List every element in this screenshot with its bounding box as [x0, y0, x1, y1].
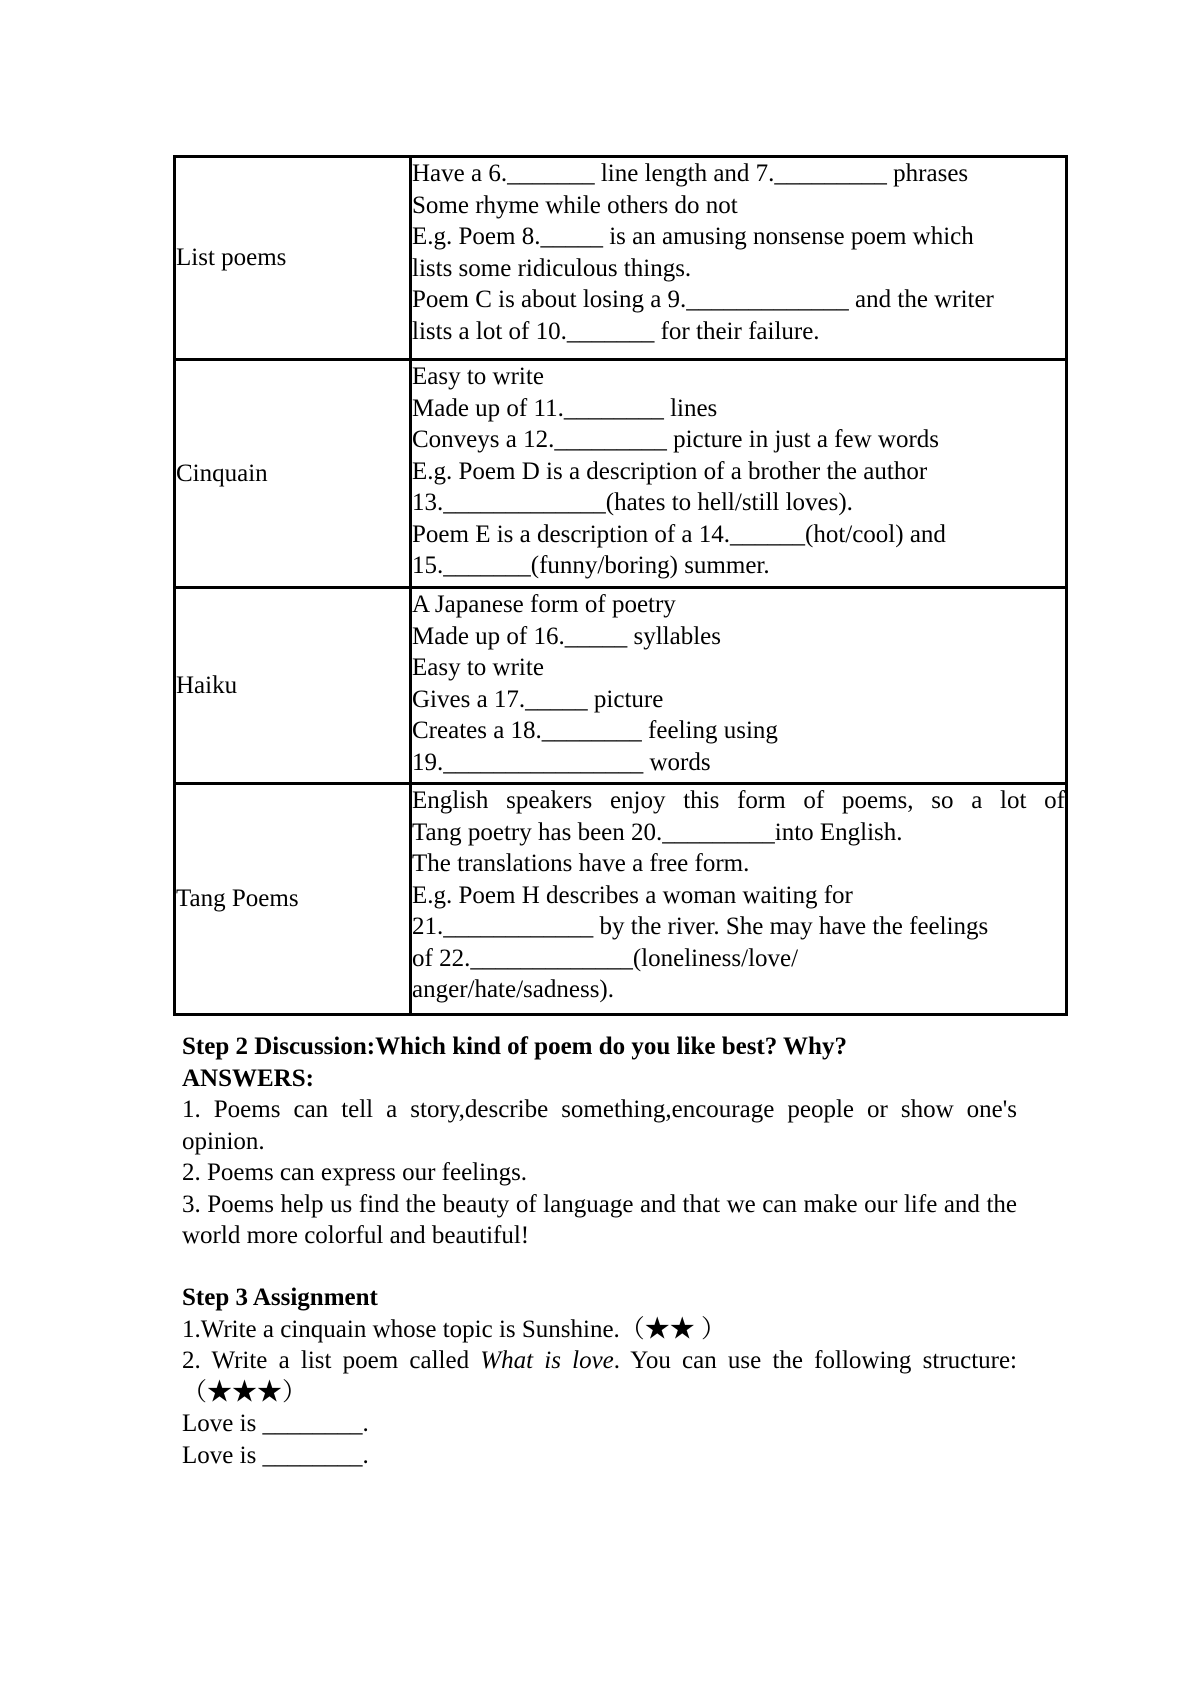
poem-type-description: [411, 157, 1067, 360]
step2-heading: Step 2 Discussion:Which kind of poem do you like best? Why?: [182, 1033, 847, 1060]
description-line: A Japanese form of poetry: [412, 591, 676, 618]
poem-type-label: Cinquain: [175, 360, 411, 588]
description-line: lists some ridiculous things.: [412, 254, 692, 282]
poem-types-table: [173, 155, 1068, 1016]
description-line: 15._______(funny/boring) summer.: [412, 552, 770, 579]
poem-type-description: [411, 360, 1067, 588]
table-row: [175, 784, 1067, 1015]
description-line: E.g. Poem H describes a woman waiting for: [412, 881, 853, 909]
description-line: Easy to write: [412, 363, 544, 390]
poem-title: What is love: [480, 1347, 614, 1374]
answer-item: 3. Poems help us find the beauty of language and that we can make our life and the world more colorful and beautiful!: [182, 1190, 1017, 1249]
description-line: lists a lot of 10._______ for their failure.: [412, 317, 820, 345]
answer-item: 2. Poems can express our feelings.: [182, 1159, 528, 1186]
table-row: [175, 360, 1067, 588]
description-line: 21.____________ by the river. She may have the feelings: [412, 913, 989, 940]
description-line: Tang poetry has been 20._________into English.: [412, 818, 903, 846]
love-line: Love is ________.: [182, 1410, 369, 1437]
assignment-text: . You can use the following structure:（★★★）: [182, 1347, 1018, 1406]
description-line: Conveys a 12._________ picture in just a few words: [412, 426, 940, 453]
step3-section: [182, 1282, 1017, 1471]
description-line: Made up of 16._____ syllables: [412, 622, 721, 650]
step3-heading: Step 3 Assignment: [182, 1284, 378, 1311]
description-line: Made up of 11.________ lines: [412, 394, 718, 422]
table-row: [175, 588, 1067, 784]
description-line: 19.________________ words: [412, 748, 711, 776]
table-row: [175, 157, 1067, 360]
poem-type-label: Tang Poems: [175, 784, 411, 1015]
answer-item: 1. Poems can tell a story,describe something,encourage people or show one's opinion.: [182, 1096, 1017, 1155]
description-line: E.g. Poem D is a description of a brother the author: [412, 457, 928, 485]
step2-section: [182, 1031, 1017, 1252]
love-line: Love is ________.: [182, 1441, 369, 1469]
description-line: English speakers enjoy this form of poems, so a lot of: [412, 787, 1065, 814]
description-line: The translations have a free form.: [412, 850, 750, 877]
description-line: E.g. Poem 8._____ is an amusing nonsense poem which: [412, 223, 974, 250]
poem-type-label: Haiku: [175, 588, 411, 784]
description-line: Have a 6._______ line length and 7._________ phrases: [412, 160, 969, 187]
description-line: Poem E is a description of a 14.______(hot/cool) and: [412, 520, 946, 548]
poem-type-label: List poems: [175, 157, 411, 360]
assignment-item: [182, 1345, 1017, 1408]
description-line: Some rhyme while others do not: [412, 191, 738, 219]
description-line: Gives a 17._____ picture: [412, 685, 664, 713]
description-line: of 22._____________(loneliness/love/: [412, 944, 799, 972]
poem-type-description: [411, 588, 1067, 784]
description-line: Easy to write: [412, 654, 544, 681]
description-line: anger/hate/sadness).: [412, 976, 615, 1003]
answers-label: ANSWERS:: [182, 1064, 314, 1092]
poem-type-description: [411, 784, 1067, 1015]
assignment-text: 2. Write a list poem called: [182, 1347, 481, 1374]
description-line: Poem C is about losing a 9._____________ and the writer: [412, 286, 994, 313]
assignment-item: 1.Write a cinquain whose topic is Sunshine.（★★ ）: [182, 1315, 727, 1343]
description-line: 13._____________(hates to hell/still loves).: [412, 489, 853, 516]
description-line: Creates a 18.________ feeling using: [412, 717, 778, 744]
